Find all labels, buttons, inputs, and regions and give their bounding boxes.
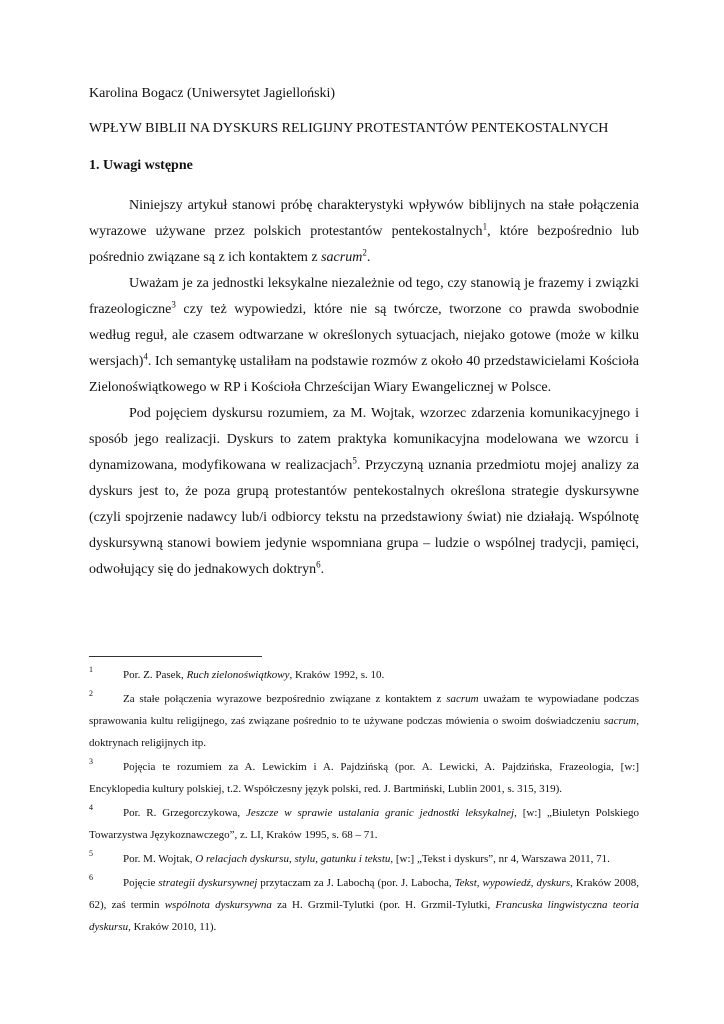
paragraph-text: Pod pojęciem dyskursu rozumiem, za M. Wojtak, wzorzec zdarzenia komunikacyjnego i sposób jego realizacji. Dyskurs to zatem praktyka komunikacyjna modelowana we wzorcu i dynamizowana, modyfikowana w realizacjach	[89, 406, 639, 473]
paragraph-text: . Ich semantykę ustaliłam na podstawie rozmów z około 40 przedstawicielami Kościoła Zielonoświątkowego w RP i Kościoła Chrześcijan Wiary Ewangelicznej w Polsce.	[89, 354, 639, 395]
italic-term: Ruch zielonoświątkowy	[186, 669, 290, 681]
footnote-text: Por. Z. Pasek,	[123, 669, 187, 681]
footnote-5	[89, 848, 639, 870]
italic-term: sacrum	[603, 715, 637, 727]
author-line: Karolina Bogacz (Uniwersytet Jagielloński)	[89, 86, 336, 101]
paragraph-text: Uważam je za jednostki leksykalne niezależnie od tego, czy stanowią je frazemy i związki frazeologiczne	[89, 276, 639, 317]
footnote-text: uważam te wypowiadane podczas sprawowania kultu religijnego, zaś związane pośrednio to te używane podczas mówienia o swoim doświadczeniu	[89, 693, 639, 727]
italic-term: sacrum	[446, 693, 479, 705]
italic-term: Francuska lingwistyczna teoria dyskursu	[89, 899, 639, 933]
footnote-text: Por. R. Grzegorczykowa,	[123, 807, 247, 819]
footnote-text: , Kraków 2010, 11).	[128, 921, 217, 933]
paragraph-text: Niniejszy artykuł stanowi próbę charakterystyki wpływów biblijnych na stałe połączenia wyrazowe używane przez polskich protestantów pentekostalnych	[89, 198, 639, 239]
footnote-number: 2	[89, 689, 93, 698]
footnote-number: 1	[89, 665, 93, 674]
footnotes	[89, 664, 639, 938]
footnote-6	[89, 872, 639, 938]
paragraph-text: . Przyczyną uznania przedmiotu mojej analizy za dyskurs jest to, że poza grupą protestantów pentekostalnych określona strategie dyskursywne (czyli spojrzenie nadawcy lub/i odbiorcy tekstu na przedstawiony świat) nie działają. Wspólnotę dyskursywną stanowi bowiem jedynie wspomniana grupa – ludzie o wspólnej tradycji, pamięci, odwołujący się do jednakowych doktryn	[89, 458, 640, 577]
footnote-text: przytaczam za J. Labochą (por. J. Labocha,	[257, 877, 455, 889]
footnote-text: , Kraków 1992, s. 10.	[289, 669, 385, 681]
paragraph-text: czy też wypowiedzi, które nie są twórcze, tworzone co prawda swobodnie według reguł, ale czasem odtwarzane w określonych sytuacjach, niejako gotowe (może w kilku wersjach)	[89, 302, 639, 369]
footnote-3	[89, 756, 639, 800]
paragraph-3	[89, 401, 639, 583]
footnote-ref: 6	[316, 559, 321, 570]
footnote-text: Por. M. Wojtak,	[123, 853, 196, 865]
italic-term: sacrum	[321, 250, 363, 265]
article-title: WPŁYW BIBLII NA DYSKURS RELIGIJNY PROTESTANTÓW PENTEKOSTALNYCH	[89, 121, 609, 136]
footnote-text: , [w:] „Tekst i dyskurs”, nr 4, Warszawa 2011, 71.	[390, 853, 610, 865]
footnote-number: 6	[89, 873, 93, 882]
footnote-ref: 5	[352, 455, 357, 466]
paragraph-1	[89, 193, 639, 271]
paragraph-text: .	[366, 250, 371, 265]
footnote-1	[89, 664, 639, 686]
footnote-number: 3	[89, 757, 93, 766]
italic-term: O relacjach dyskursu, stylu, gatunku i tekstu	[195, 853, 391, 865]
footnote-ref: 1	[482, 221, 488, 232]
italic-term: strategii dyskursywnej	[158, 877, 258, 889]
paragraph-2	[89, 271, 639, 401]
footnote-text: , Kraków 2008, 62), zaś termin	[89, 877, 639, 911]
footnote-4	[89, 802, 639, 846]
article-body	[89, 193, 639, 583]
footnote-text: , [w:] „Biuletyn Polskiego Towarzystwa Językoznawczego”, z. LI, Kraków 1995, s. 68 – 71.	[89, 807, 639, 841]
footnote-text: Pojęcia te rozumiem za A. Lewickim i A. Pajdzińską (por. A. Lewicki, A. Pajdzińska, Frazeologia, [w:] Encyklopedia kultury polskiej, t.2. Współczesny język polski, red. J. Bartmiński, Lublin 2001, s. 315, 319).	[89, 761, 639, 795]
footnote-ref: 4	[143, 351, 148, 362]
italic-term: wspólnota dyskursywna	[164, 899, 272, 911]
footnote-number: 5	[89, 849, 93, 858]
footnote-2	[89, 688, 639, 754]
footnote-ref: 2	[362, 247, 367, 258]
footnote-number: 4	[89, 803, 93, 812]
paragraph-text: .	[320, 562, 325, 577]
paragraph-text: , które bezpośrednio lub pośrednio związane są z ich kontaktem z	[89, 224, 640, 265]
footnote-text: Za stałe połączenia wyrazowe bezpośrednio związane z kontaktem z	[123, 693, 447, 705]
footnote-ref: 3	[171, 299, 176, 310]
footnote-text: za H. Grzmil-Tylutki (por. H. Grzmil-Tylutki,	[271, 899, 496, 911]
italic-term: Jeszcze w sprawie ustalania granic jednostki leksykalnej	[246, 807, 515, 819]
footnote-text: Pojęcie	[123, 877, 159, 889]
footnote-divider	[89, 656, 262, 657]
italic-term: Tekst, wypowiedź, dyskurs	[454, 877, 571, 889]
footnote-text: , doktrynach religijnych itp.	[89, 715, 639, 749]
section-heading: 1. Uwagi wstępne	[89, 158, 193, 173]
